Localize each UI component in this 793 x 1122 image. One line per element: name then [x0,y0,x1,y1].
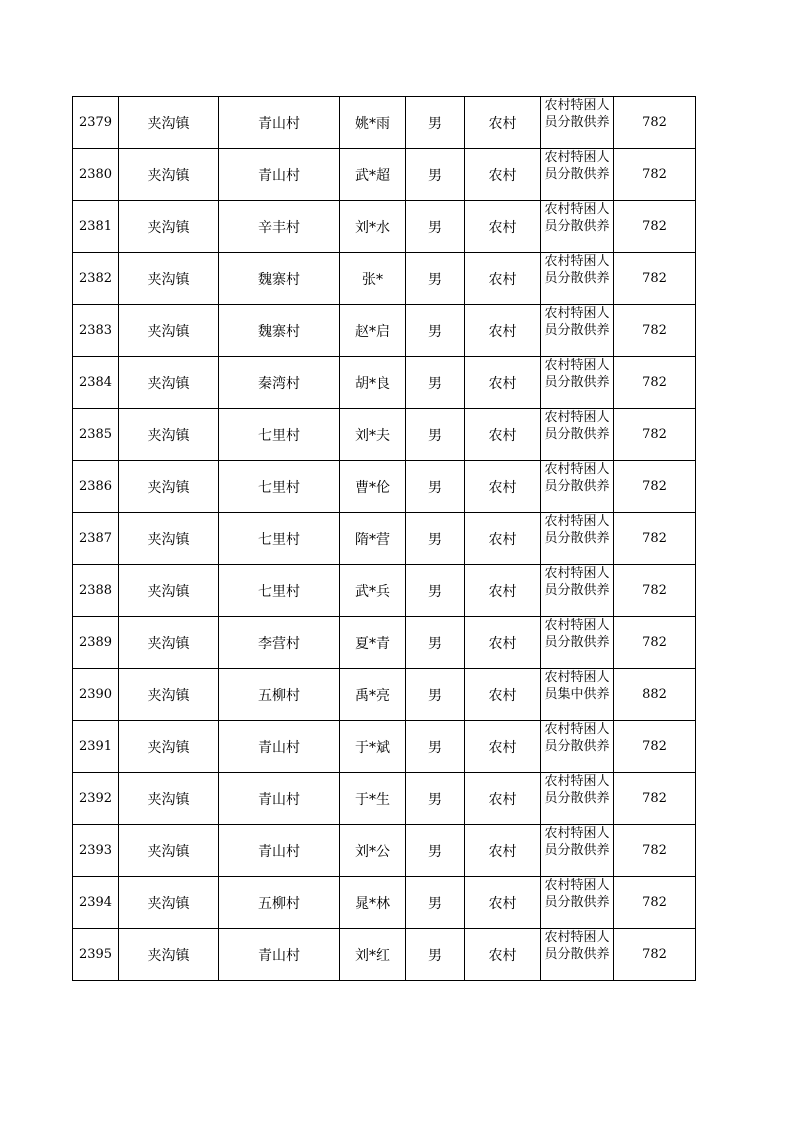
residence-type-cell: 农村 [465,565,541,617]
name-cell: 武*兵 [340,565,406,617]
gender-cell: 男 [406,513,465,565]
village-cell: 辛丰村 [219,201,340,253]
village-cell: 青山村 [219,825,340,877]
gender-cell: 男 [406,825,465,877]
gender-cell: 男 [406,929,465,981]
support-category-cell [541,617,614,669]
amount-cell: 782 [614,149,696,201]
support-category-cell [541,773,614,825]
support-category-cell [541,409,614,461]
amount-cell: 782 [614,825,696,877]
town-cell: 夹沟镇 [119,253,219,305]
support-category-cell [541,669,614,721]
village-cell: 七里村 [219,565,340,617]
amount-cell: 782 [614,305,696,357]
town-cell: 夹沟镇 [119,669,219,721]
gender-cell: 男 [406,461,465,513]
gender-cell: 男 [406,721,465,773]
residence-type-cell: 农村 [465,877,541,929]
gender-cell: 男 [406,253,465,305]
support-category-cell [541,877,614,929]
table-row [73,97,696,149]
village-cell: 五柳村 [219,669,340,721]
village-cell: 李营村 [219,617,340,669]
name-cell: 隋*营 [340,513,406,565]
support-category-text: 农村特困人员分散供养 [544,202,610,234]
amount-cell: 782 [614,929,696,981]
town-cell: 夹沟镇 [119,97,219,149]
town-cell: 夹沟镇 [119,929,219,981]
record-number: 2385 [73,409,119,461]
table-row [73,409,696,461]
table-row [73,253,696,305]
table-row [73,617,696,669]
support-category-text: 农村特困人员分散供养 [544,254,610,286]
name-cell: 曹*伦 [340,461,406,513]
amount-cell: 782 [614,409,696,461]
record-number: 2379 [73,97,119,149]
name-cell: 于*生 [340,773,406,825]
gender-cell: 男 [406,773,465,825]
amount-cell: 782 [614,461,696,513]
record-number: 2381 [73,201,119,253]
gender-cell: 男 [406,565,465,617]
support-category-cell [541,357,614,409]
record-number: 2382 [73,253,119,305]
name-cell: 刘*红 [340,929,406,981]
table-row [73,721,696,773]
support-category-text: 农村特困人员分散供养 [544,150,610,182]
village-cell: 青山村 [219,97,340,149]
town-cell: 夹沟镇 [119,877,219,929]
record-number: 2395 [73,929,119,981]
record-number: 2393 [73,825,119,877]
name-cell: 夏*青 [340,617,406,669]
name-cell: 刘*水 [340,201,406,253]
village-cell: 七里村 [219,461,340,513]
gender-cell: 男 [406,409,465,461]
town-cell: 夹沟镇 [119,409,219,461]
residence-type-cell: 农村 [465,305,541,357]
town-cell: 夹沟镇 [119,201,219,253]
records-body [73,97,696,981]
support-category-cell [541,513,614,565]
town-cell: 夹沟镇 [119,461,219,513]
record-number: 2392 [73,773,119,825]
gender-cell: 男 [406,357,465,409]
support-category-cell [541,201,614,253]
support-category-text: 农村特困人员分散供养 [544,462,610,494]
amount-cell: 782 [614,97,696,149]
name-cell: 胡*良 [340,357,406,409]
record-number: 2388 [73,565,119,617]
table-row [73,201,696,253]
residence-type-cell: 农村 [465,461,541,513]
table-row [73,773,696,825]
residence-type-cell: 农村 [465,149,541,201]
table-row [73,357,696,409]
amount-cell: 782 [614,253,696,305]
gender-cell: 男 [406,201,465,253]
gender-cell: 男 [406,97,465,149]
gender-cell: 男 [406,617,465,669]
support-category-cell [541,305,614,357]
village-cell: 魏寨村 [219,305,340,357]
record-number: 2380 [73,149,119,201]
name-cell: 武*超 [340,149,406,201]
amount-cell: 782 [614,513,696,565]
gender-cell: 男 [406,669,465,721]
amount-cell: 782 [614,357,696,409]
record-number: 2384 [73,357,119,409]
support-category-cell [541,825,614,877]
town-cell: 夹沟镇 [119,617,219,669]
residence-type-cell: 农村 [465,929,541,981]
town-cell: 夹沟镇 [119,305,219,357]
support-category-text: 农村特困人员分散供养 [544,930,610,962]
support-category-text: 农村特困人员集中供养 [544,670,610,702]
town-cell: 夹沟镇 [119,513,219,565]
support-category-text: 农村特困人员分散供养 [544,774,610,806]
name-cell: 刘*公 [340,825,406,877]
village-cell: 七里村 [219,409,340,461]
name-cell: 刘*夫 [340,409,406,461]
amount-cell: 782 [614,721,696,773]
amount-cell: 782 [614,565,696,617]
table-row [73,877,696,929]
support-category-cell [541,929,614,981]
amount-cell: 782 [614,617,696,669]
record-number: 2386 [73,461,119,513]
town-cell: 夹沟镇 [119,773,219,825]
table-row [73,929,696,981]
support-category-text: 农村特困人员分散供养 [544,358,610,390]
gender-cell: 男 [406,149,465,201]
village-cell: 青山村 [219,773,340,825]
table-row [73,461,696,513]
amount-cell: 882 [614,669,696,721]
town-cell: 夹沟镇 [119,825,219,877]
table-row [73,305,696,357]
residence-type-cell: 农村 [465,773,541,825]
name-cell: 赵*启 [340,305,406,357]
support-category-text: 农村特困人员分散供养 [544,98,610,130]
residence-type-cell: 农村 [465,617,541,669]
record-number: 2391 [73,721,119,773]
support-category-cell [541,565,614,617]
table-row [73,513,696,565]
residence-type-cell: 农村 [465,357,541,409]
table-row [73,825,696,877]
support-category-text: 农村特困人员分散供养 [544,878,610,910]
amount-cell: 782 [614,773,696,825]
town-cell: 夹沟镇 [119,565,219,617]
village-cell: 青山村 [219,721,340,773]
town-cell: 夹沟镇 [119,149,219,201]
residence-type-cell: 农村 [465,669,541,721]
gender-cell: 男 [406,305,465,357]
residence-type-cell: 农村 [465,97,541,149]
support-category-text: 农村特困人员分散供养 [544,514,610,546]
support-category-text: 农村特困人员分散供养 [544,826,610,858]
residence-type-cell: 农村 [465,721,541,773]
support-category-cell [541,721,614,773]
support-category-text: 农村特困人员分散供养 [544,722,610,754]
records-table [72,96,696,981]
residence-type-cell: 农村 [465,409,541,461]
residence-type-cell: 农村 [465,253,541,305]
support-category-text: 农村特困人员分散供养 [544,306,610,338]
record-number: 2387 [73,513,119,565]
support-category-text: 农村特困人员分散供养 [544,566,610,598]
name-cell: 于*斌 [340,721,406,773]
amount-cell: 782 [614,877,696,929]
record-number: 2394 [73,877,119,929]
residence-type-cell: 农村 [465,201,541,253]
support-category-cell [541,149,614,201]
residence-type-cell: 农村 [465,825,541,877]
table-row [73,149,696,201]
support-category-text: 农村特困人员分散供养 [544,618,610,650]
town-cell: 夹沟镇 [119,357,219,409]
village-cell: 七里村 [219,513,340,565]
support-category-text: 农村特困人员分散供养 [544,410,610,442]
support-category-cell [541,461,614,513]
record-number: 2383 [73,305,119,357]
name-cell: 禹*亮 [340,669,406,721]
amount-cell: 782 [614,201,696,253]
table-row [73,669,696,721]
name-cell: 姚*雨 [340,97,406,149]
gender-cell: 男 [406,877,465,929]
name-cell: 张* [340,253,406,305]
record-number: 2390 [73,669,119,721]
village-cell: 青山村 [219,149,340,201]
residence-type-cell: 农村 [465,513,541,565]
village-cell: 秦湾村 [219,357,340,409]
village-cell: 青山村 [219,929,340,981]
name-cell: 晁*林 [340,877,406,929]
village-cell: 五柳村 [219,877,340,929]
record-number: 2389 [73,617,119,669]
support-category-cell [541,253,614,305]
village-cell: 魏寨村 [219,253,340,305]
table-row [73,565,696,617]
support-category-cell [541,97,614,149]
town-cell: 夹沟镇 [119,721,219,773]
